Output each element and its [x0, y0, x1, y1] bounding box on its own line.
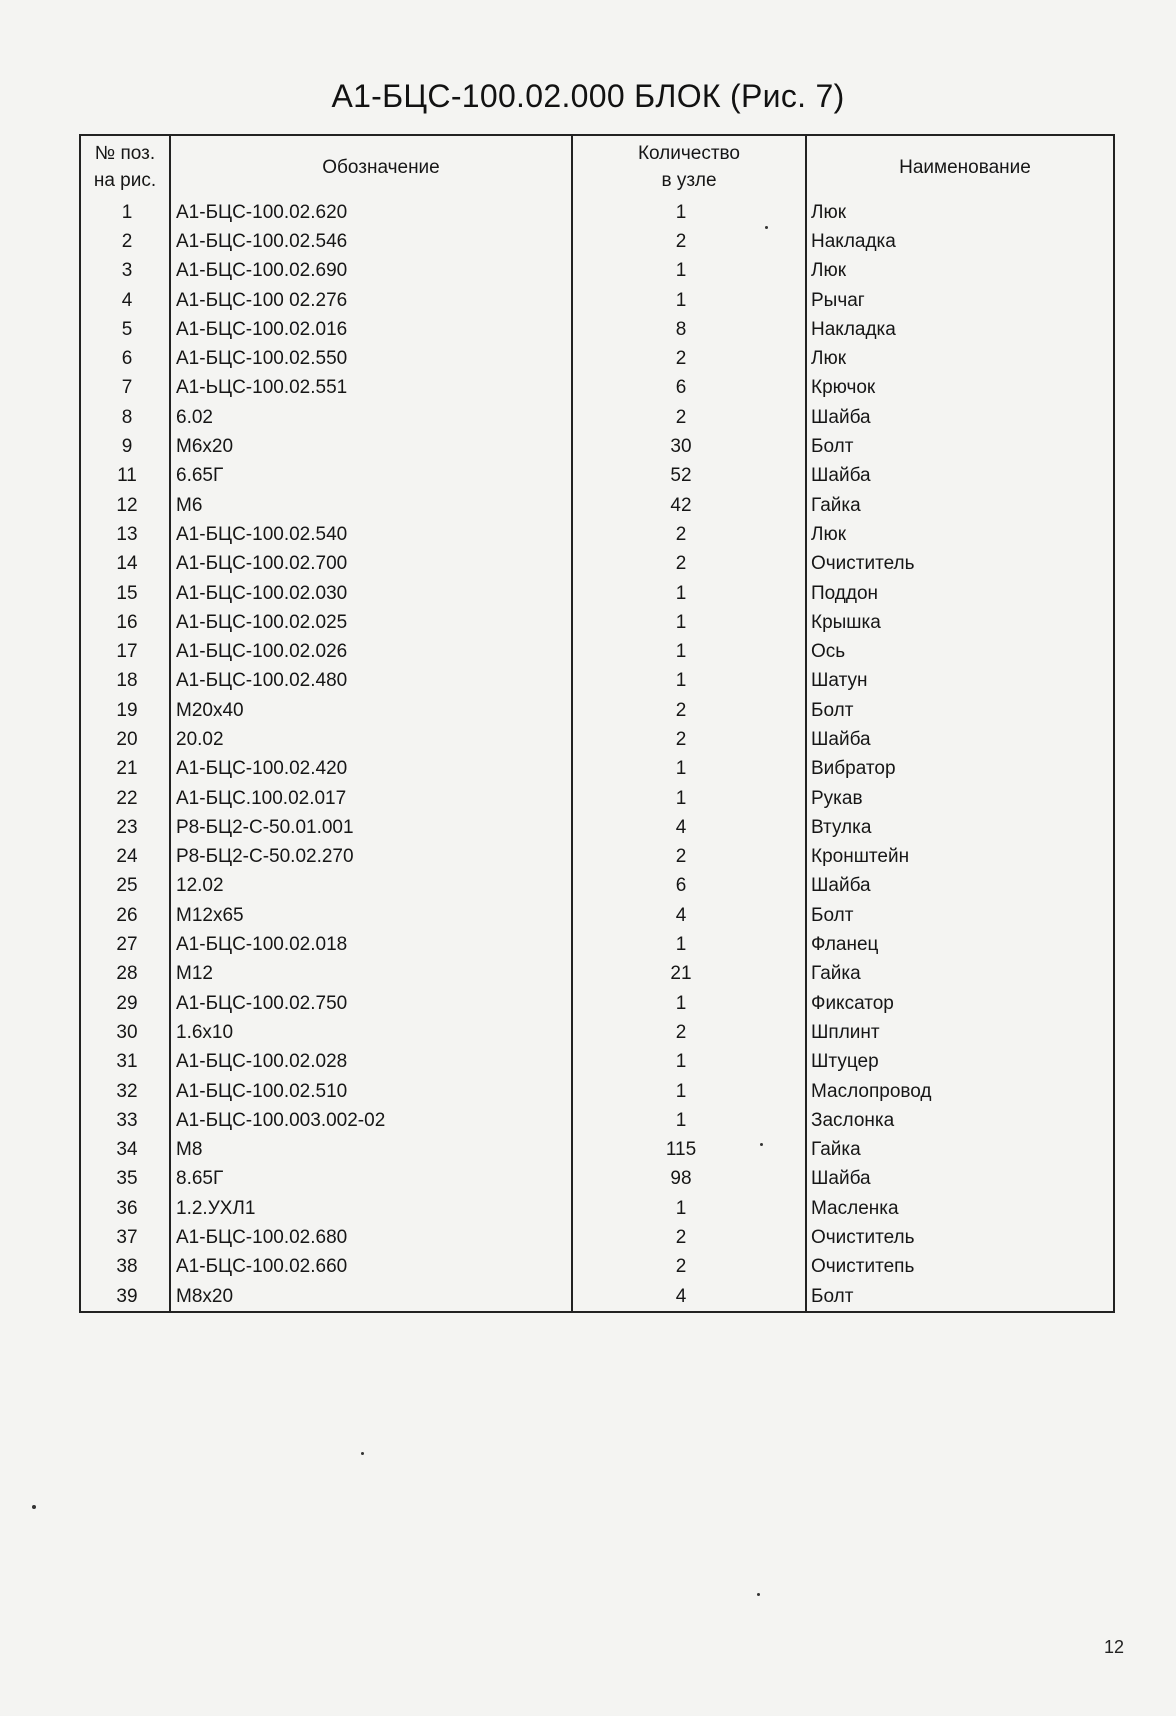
table-row: [80, 1136, 1114, 1165]
quantity-cell: 1: [572, 257, 806, 286]
designation-cell: А1-БЦС-100.02.546: [170, 227, 572, 256]
table-row: [80, 755, 1114, 784]
designation-cell: М20х40: [170, 696, 572, 725]
designation-cell: А1-БЦС-100.003.002-02: [170, 1106, 572, 1135]
designation-cell: А1-БЦС-100.02.510: [170, 1077, 572, 1106]
name-cell: Болт: [811, 904, 854, 926]
scan-speck: [765, 226, 768, 229]
position-cell: 28: [80, 960, 170, 989]
designation-cell: 12.02: [170, 872, 572, 901]
position-cell: 20: [80, 725, 170, 754]
name-cell: Кронштейн: [811, 846, 910, 868]
quantity-cell: 6: [572, 872, 806, 901]
name-cell: Гайка: [811, 494, 861, 516]
designation-cell: М6х20: [170, 432, 572, 461]
position-cell: 15: [80, 579, 170, 608]
table-row: [80, 462, 1114, 491]
quantity-cell: 2: [572, 696, 806, 725]
designation-cell: А1-БЦС-100.02.480: [170, 667, 572, 696]
name-cell: Фланец: [811, 934, 879, 956]
designation-cell: 6.02: [170, 403, 572, 432]
quantity-cell: 1: [572, 286, 806, 315]
table-row: [80, 520, 1114, 549]
page-title: А1-БЦС-100.02.000 БЛОК (Рис. 7): [331, 78, 845, 114]
quantity-cell: 42: [572, 491, 806, 520]
scan-speck: [32, 1505, 36, 1509]
designation-cell: А1-БЦС.100.02.017: [170, 784, 572, 813]
designation-cell: А1-БЦС-100.02.420: [170, 755, 572, 784]
designation-cell: Р8-БЦ2-С-50.01.001: [170, 813, 572, 842]
table-row: [80, 960, 1114, 989]
scan-speck: [757, 1593, 760, 1596]
quantity-cell: 8: [572, 315, 806, 344]
name-cell: Люк: [811, 260, 847, 282]
table-row: [80, 374, 1114, 403]
name-cell: Фиксатор: [811, 992, 894, 1014]
table-row: [80, 725, 1114, 754]
designation-cell: А1-БЦС-100.02.018: [170, 930, 572, 959]
quantity-cell: 2: [572, 725, 806, 754]
designation-cell: 20.02: [170, 725, 572, 754]
quantity-cell: 1: [572, 198, 806, 227]
quantity-cell: 2: [572, 843, 806, 872]
position-cell: 37: [80, 1223, 170, 1252]
position-cell: 26: [80, 901, 170, 930]
position-cell: 19: [80, 696, 170, 725]
quantity-cell: 1: [572, 1048, 806, 1077]
name-cell: Поддон: [811, 582, 879, 604]
position-cell: 22: [80, 784, 170, 813]
table-row: [80, 579, 1114, 608]
scan-speck: [760, 1143, 763, 1146]
header-position: [80, 135, 170, 198]
designation-cell: А1-БЦС-100.02.026: [170, 637, 572, 666]
table-row: [80, 637, 1114, 666]
table-row: [80, 872, 1114, 901]
quantity-cell: 2: [572, 1253, 806, 1282]
table-row: [80, 1077, 1114, 1106]
name-cell: Крючок: [811, 377, 876, 399]
table-row: [80, 843, 1114, 872]
table-row: [80, 1194, 1114, 1223]
name-cell: Очиститель: [811, 553, 915, 575]
name-cell: Шатун: [811, 670, 868, 692]
position-cell: 7: [80, 374, 170, 403]
designation-cell: М12х65: [170, 901, 572, 930]
position-cell: 36: [80, 1194, 170, 1223]
table-row: [80, 198, 1114, 227]
quantity-cell: 21: [572, 960, 806, 989]
designation-cell: 8.65Г: [170, 1165, 572, 1194]
position-cell: 27: [80, 930, 170, 959]
name-cell: Накладка: [811, 230, 896, 252]
table-row: [80, 1253, 1114, 1282]
name-cell: Штуцер: [811, 1051, 879, 1073]
quantity-cell: 2: [572, 1018, 806, 1047]
quantity-cell: 1: [572, 784, 806, 813]
quantity-cell: 1: [572, 1077, 806, 1106]
quantity-cell: 4: [572, 901, 806, 930]
position-cell: 12: [80, 491, 170, 520]
name-cell: Крышка: [811, 611, 881, 633]
name-cell: Ось: [811, 641, 846, 663]
quantity-cell: 2: [572, 520, 806, 549]
quantity-cell: 1: [572, 579, 806, 608]
designation-cell: А1-ЬЦС-100.02.551: [170, 374, 572, 403]
designation-cell: А1-БЦС-100.02.540: [170, 520, 572, 549]
designation-cell: М8: [170, 1136, 572, 1165]
position-cell: 35: [80, 1165, 170, 1194]
header-quantity-line2: в узле: [661, 170, 717, 191]
name-cell: Люк: [811, 523, 847, 545]
table-row: [80, 403, 1114, 432]
position-cell: 6: [80, 344, 170, 373]
table-row: [80, 784, 1114, 813]
quantity-cell: 1: [572, 1194, 806, 1223]
position-cell: 14: [80, 550, 170, 579]
table-row: [80, 1223, 1114, 1252]
name-cell: Заслонка: [811, 1109, 895, 1131]
position-cell: 32: [80, 1077, 170, 1106]
position-cell: 8: [80, 403, 170, 432]
quantity-cell: 6: [572, 374, 806, 403]
table-row: [80, 901, 1114, 930]
designation-cell: Р8-БЦ2-С-50.02.270: [170, 843, 572, 872]
name-cell: Люк: [811, 201, 847, 223]
quantity-cell: 52: [572, 462, 806, 491]
table-row: [80, 432, 1114, 461]
designation-cell: А1-БЦС-100.02.690: [170, 257, 572, 286]
position-cell: 3: [80, 257, 170, 286]
designation-cell: А1-БЦС-100.02.028: [170, 1048, 572, 1077]
name-cell: Вибратор: [811, 758, 896, 780]
table-row: [80, 550, 1114, 579]
page-number: 12: [1103, 1637, 1124, 1657]
name-cell: Рычаг: [811, 289, 865, 311]
quantity-cell: 2: [572, 227, 806, 256]
table-header: [80, 135, 1114, 198]
name-cell: Люк: [811, 348, 847, 370]
designation-cell: М8х20: [170, 1282, 572, 1312]
header-position-line2: на рис.: [93, 170, 157, 191]
designation-cell: А1-БЦС-100.02.620: [170, 198, 572, 227]
position-cell: 23: [80, 813, 170, 842]
table-row: [80, 667, 1114, 696]
position-cell: 5: [80, 315, 170, 344]
position-cell: 17: [80, 637, 170, 666]
name-cell: Очиститель: [811, 1227, 915, 1249]
header-name: Наименование: [899, 156, 1031, 178]
table-row: [80, 813, 1114, 842]
name-cell: Гайка: [811, 1139, 861, 1161]
position-cell: 38: [80, 1253, 170, 1282]
position-cell: 18: [80, 667, 170, 696]
quantity-cell: 1: [572, 667, 806, 696]
quantity-cell: 4: [572, 813, 806, 842]
designation-cell: А1-БЦС-100.02.016: [170, 315, 572, 344]
quantity-cell: 1: [572, 1106, 806, 1135]
quantity-cell: 1: [572, 989, 806, 1018]
designation-cell: А1-БЦС-100.02.030: [170, 579, 572, 608]
name-cell: Шайба: [811, 1168, 871, 1190]
quantity-cell: 2: [572, 344, 806, 373]
designation-cell: А1-БЦС-100.02.700: [170, 550, 572, 579]
designation-cell: А1-БЦС-100 02.276: [170, 286, 572, 315]
position-cell: 34: [80, 1136, 170, 1165]
quantity-cell: 98: [572, 1165, 806, 1194]
header-quantity: [572, 135, 806, 198]
position-cell: 39: [80, 1282, 170, 1312]
position-cell: 31: [80, 1048, 170, 1077]
quantity-cell: 1: [572, 637, 806, 666]
designation-cell: М12: [170, 960, 572, 989]
table-row: [80, 1106, 1114, 1135]
parts-table: [79, 134, 1115, 1313]
designation-cell: А1-БЦС-100.02.750: [170, 989, 572, 1018]
table-row: [80, 257, 1114, 286]
quantity-cell: 30: [572, 432, 806, 461]
position-cell: 21: [80, 755, 170, 784]
name-cell: Масленка: [811, 1197, 899, 1219]
table-row: [80, 315, 1114, 344]
name-cell: Шайба: [811, 728, 871, 750]
header-quantity-line1: Количество: [637, 143, 741, 164]
position-cell: 29: [80, 989, 170, 1018]
scan-speck: [361, 1452, 364, 1455]
table-row: [80, 989, 1114, 1018]
name-cell: Шайба: [811, 465, 871, 487]
designation-cell: 1.2.УХЛ1: [170, 1194, 572, 1223]
table-row: [80, 1282, 1114, 1312]
table-row: [80, 286, 1114, 315]
designation-cell: А1-БЦС-100.02.680: [170, 1223, 572, 1252]
name-cell: Накладка: [811, 318, 896, 340]
quantity-cell: 1: [572, 755, 806, 784]
name-cell: Очиститепь: [811, 1256, 915, 1278]
position-cell: 11: [80, 462, 170, 491]
position-cell: 1: [80, 198, 170, 227]
name-cell: Шайба: [811, 406, 871, 428]
position-cell: 16: [80, 608, 170, 637]
name-cell: Гайка: [811, 963, 861, 985]
designation-cell: А1-БЦС-100.02.660: [170, 1253, 572, 1282]
quantity-cell: 1: [572, 930, 806, 959]
position-cell: 9: [80, 432, 170, 461]
quantity-cell: 2: [572, 403, 806, 432]
position-cell: 2: [80, 227, 170, 256]
name-cell: Шайба: [811, 875, 871, 897]
quantity-cell: 4: [572, 1282, 806, 1312]
position-cell: 24: [80, 843, 170, 872]
designation-cell: 1.6х10: [170, 1018, 572, 1047]
position-cell: 30: [80, 1018, 170, 1047]
quantity-cell: 1: [572, 608, 806, 637]
table-row: [80, 491, 1114, 520]
position-cell: 33: [80, 1106, 170, 1135]
name-cell: Втулка: [811, 816, 872, 838]
quantity-cell: 2: [572, 550, 806, 579]
designation-cell: А1-БЦС-100.02.550: [170, 344, 572, 373]
table-row: [80, 608, 1114, 637]
name-cell: Маслопровод: [811, 1080, 932, 1102]
position-cell: 25: [80, 872, 170, 901]
table-row: [80, 344, 1114, 373]
table-row: [80, 1018, 1114, 1047]
table-row: [80, 696, 1114, 725]
table-row: [80, 1165, 1114, 1194]
name-cell: Болт: [811, 436, 854, 458]
designation-cell: М6: [170, 491, 572, 520]
name-cell: Шплинт: [811, 1021, 880, 1043]
table-row: [80, 227, 1114, 256]
name-cell: Болт: [811, 1285, 854, 1307]
table-body: [80, 198, 1114, 1312]
quantity-cell: 2: [572, 1223, 806, 1252]
quantity-cell: 115: [572, 1136, 806, 1165]
designation-cell: 6.65Г: [170, 462, 572, 491]
position-cell: 13: [80, 520, 170, 549]
table-row: [80, 930, 1114, 959]
position-cell: 4: [80, 286, 170, 315]
name-cell: Болт: [811, 699, 854, 721]
header-position-line1: № поз.: [94, 143, 156, 164]
table-row: [80, 1048, 1114, 1077]
name-cell: Рукав: [811, 787, 863, 809]
header-designation: Обозначение: [170, 135, 572, 198]
designation-cell: А1-БЦС-100.02.025: [170, 608, 572, 637]
